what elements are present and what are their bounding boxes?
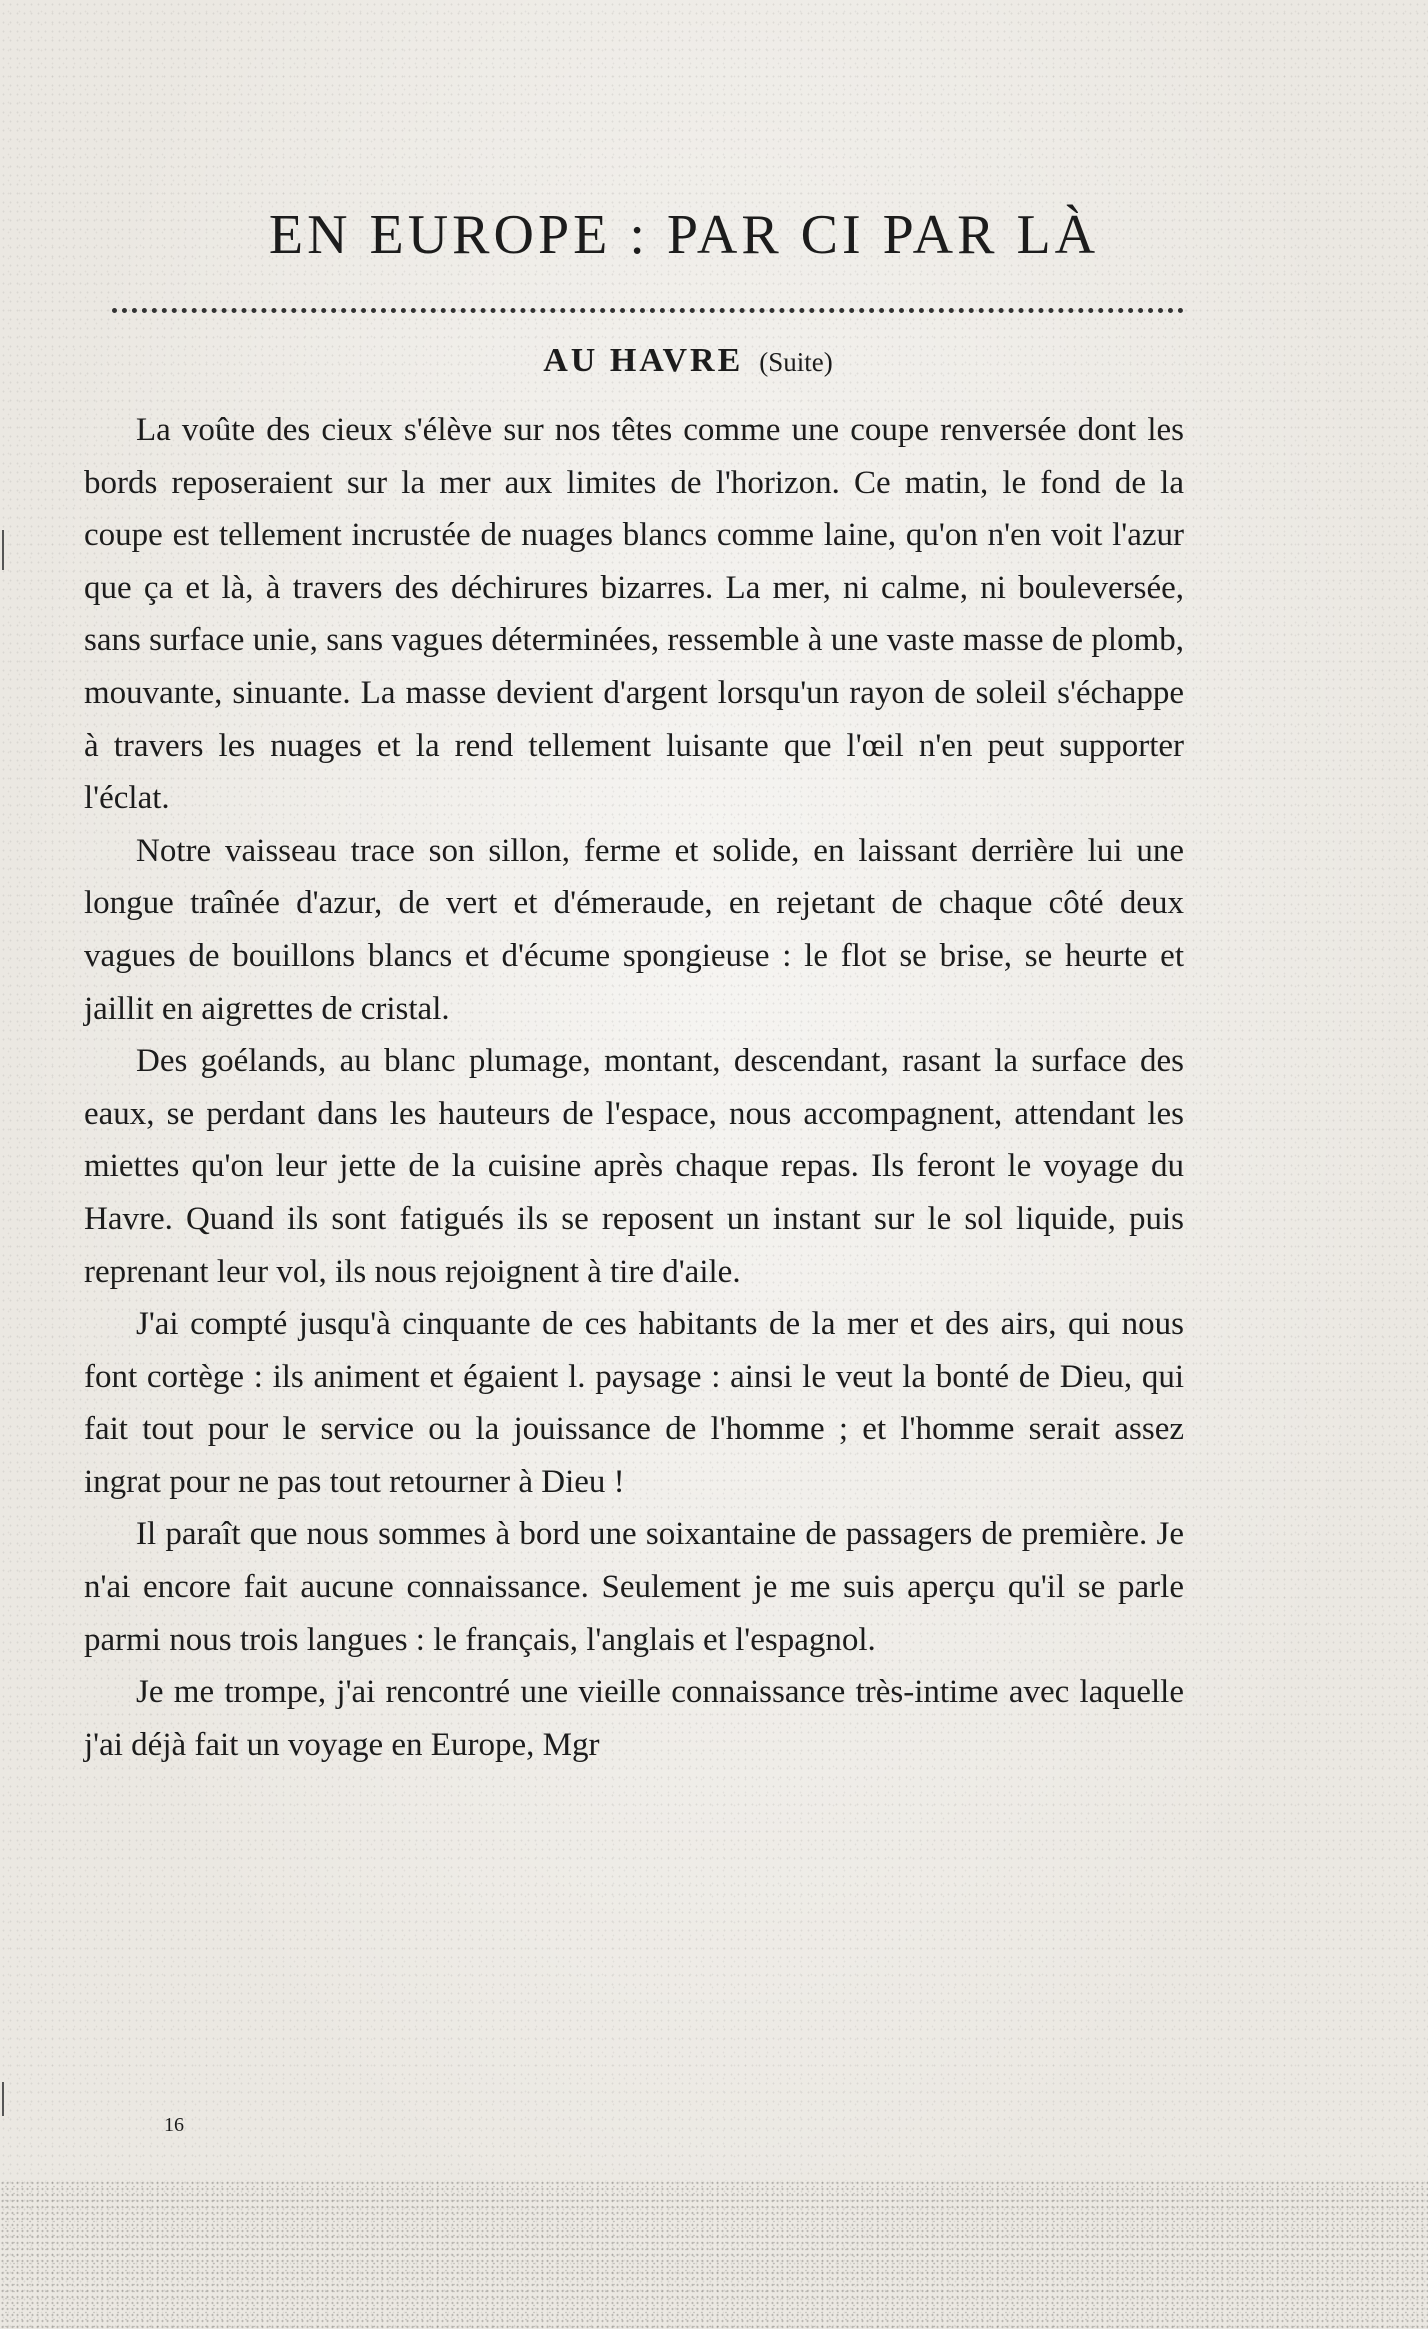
paragraph: Notre vaisseau trace son sillon, ferme et solide, en laissant derrière lui une longue traînée d'azur, de vert et d'émeraude, en rejetant de chaque côté deux vagues de bouillons blancs et d'écume spongieuse : le flot se brise, se heurte et jaillit en aigrettes de cristal.: [84, 832, 1184, 1027]
margin-mark: [2, 530, 4, 570]
paragraph: La voûte des cieux s'élève sur nos têtes comme une coupe renversée dont les bords reposeraient sur la mer aux limites de l'horizon. Ce matin, le fond de la coupe est tellement incrustée de nuages blancs comme laine, qu'on n'en voit l'azur que ça et là, à travers des déchirures bizarres. La mer, ni calme, ni bouleversée, sans surface unie, sans vagues déterminées, ressemble à une vaste masse de plomb, mouvante, sinuante. La masse devient d'argent lorsqu'un rayon de soleil s'échappe à travers les nuages et la rend tellement luisante que l'œil n'en peut supporter l'éclat.: [84, 412, 1184, 817]
scan-noise-bottom: [0, 2180, 1428, 2329]
section-heading: [0, 338, 1402, 385]
paragraph: Je me trompe, j'ai rencontré une vieille connaissance très-intime avec laquelle j'ai déjà fait un voyage en Europe, Mgr: [84, 1674, 1184, 1763]
running-title: EN EUROPE : PAR CI PAR LÀ: [268, 204, 1100, 266]
article-body: [84, 404, 1184, 1771]
page-number: 16: [164, 2114, 184, 2136]
section-title: AU HAVRE: [543, 342, 744, 379]
paragraph: J'ai compté jusqu'à cinquante de ces habitants de la mer et des airs, qui nous font cortège : ils animent et égaient l. paysage : ainsi le veut la bonté de Dieu, qui fait tout pour le service ou la jouissance de l'homme ; et l'homme serait assez ingrat pour ne pas tout retourner à Dieu !: [84, 1306, 1184, 1500]
margin-mark: [2, 2082, 4, 2116]
paragraph: Il paraît que nous sommes à bord une soixantaine de passagers de première. Je n'ai encore fait aucune connaissance. Seulement je me suis aperçu qu'il se parle parmi nous trois langues : le français, l'anglais et l'espagnol.: [84, 1516, 1184, 1658]
paragraph: Des goélands, au blanc plumage, montant, descendant, rasant la surface des eaux, se perdant dans les hauteurs de l'espace, nous accompagnent, attendant les miettes qu'on leur jette de la cuisine après chaque repas. Ils feront le voyage du Havre. Quand ils sont fatigués ils se reposent un instant sur le sol liquide, puis reprenant leur vol, ils nous rejoignent à tire d'aile.: [84, 1043, 1184, 1290]
dotted-rule: [112, 308, 1184, 313]
section-subtitle: (Suite): [759, 347, 833, 377]
